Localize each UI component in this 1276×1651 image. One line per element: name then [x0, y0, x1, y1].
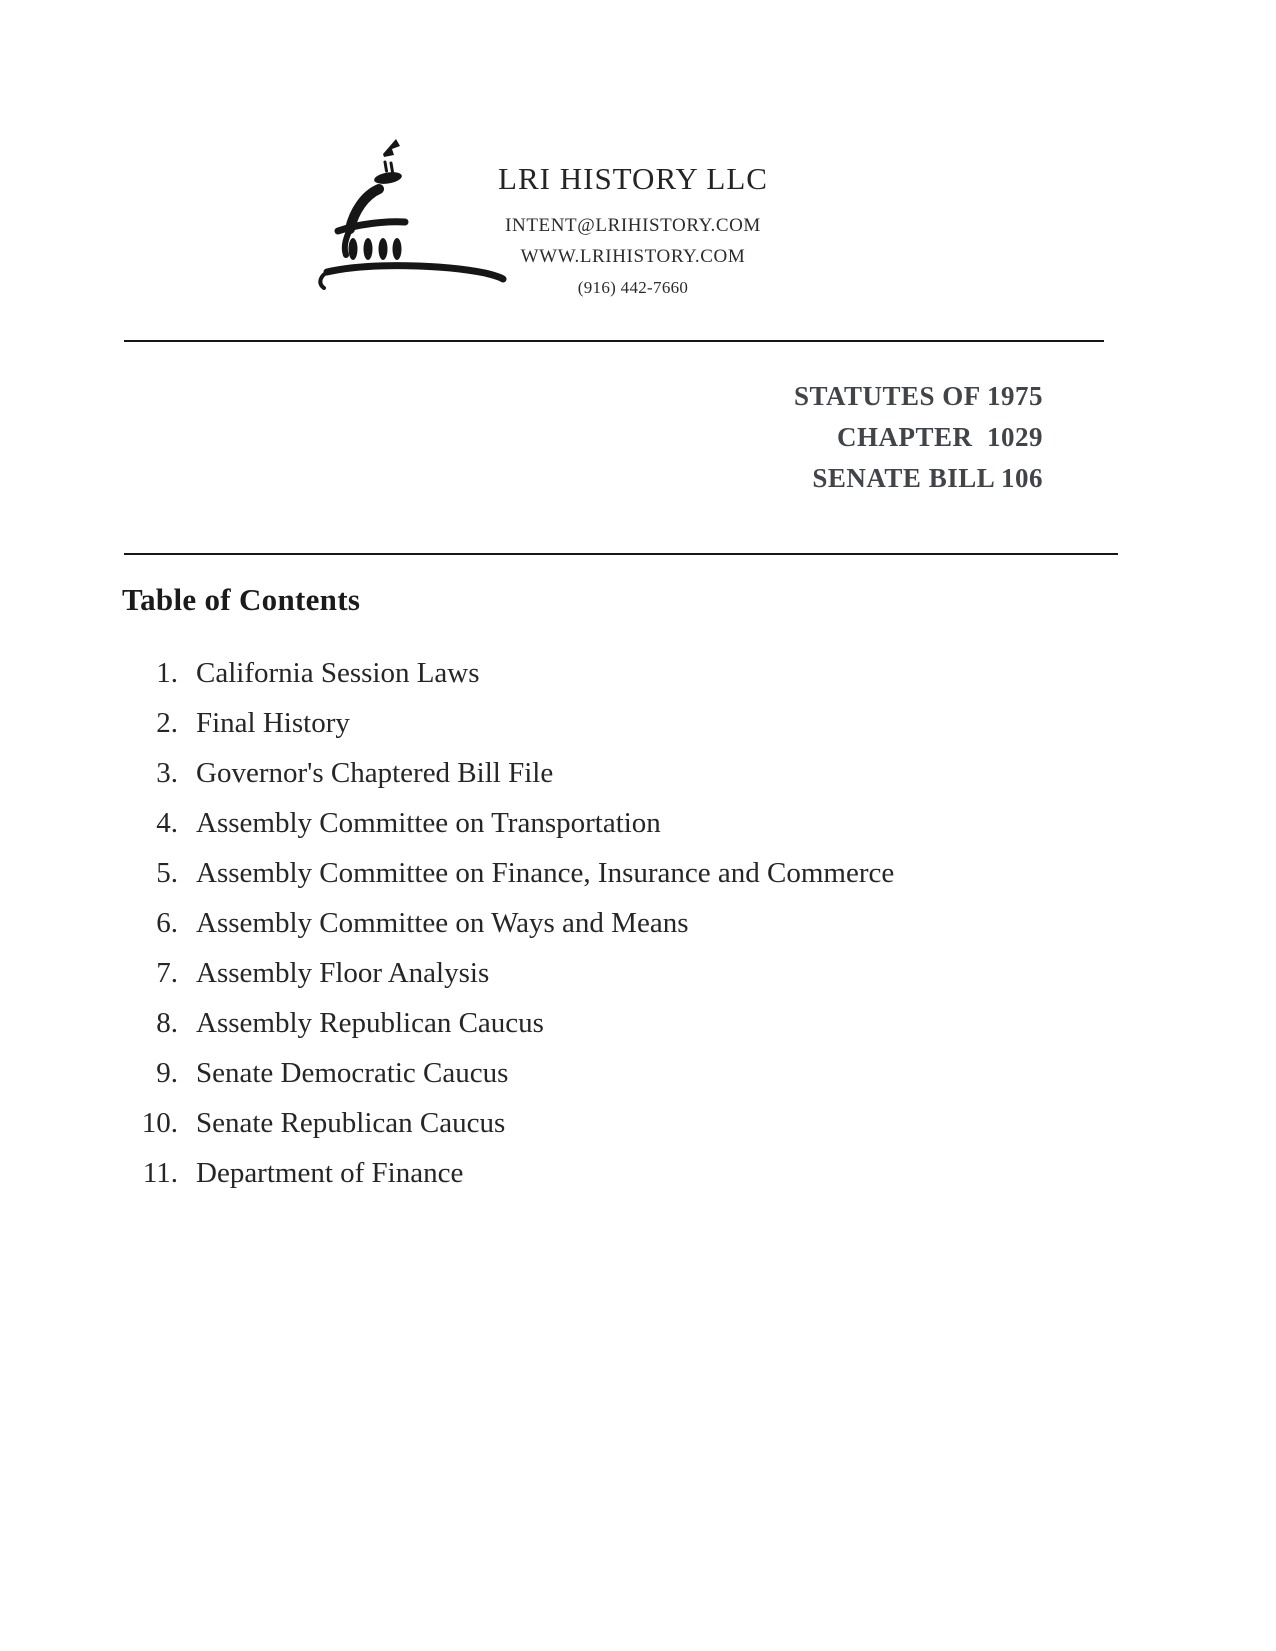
toc-item-label: California Session Laws [196, 657, 480, 689]
toc-item-label: Senate Republican Caucus [196, 1107, 506, 1139]
toc-item-label: Assembly Floor Analysis [196, 957, 490, 989]
toc-item [122, 798, 1022, 848]
toc-item [122, 698, 1022, 748]
toc-item-label: Senate Democratic Caucus [196, 1057, 509, 1089]
letterhead [383, 160, 883, 303]
toc-item [122, 898, 1022, 948]
senate-bill-line: SENATE BILL 106 [812, 463, 1043, 493]
company-name: LRI HISTORY LLC [498, 161, 768, 196]
phone-number: (916) 442-7660 [577, 278, 689, 297]
toc-item [122, 748, 1022, 798]
toc-item [122, 648, 1022, 698]
statute-reference [794, 376, 1043, 499]
toc-item-number: 6. [156, 907, 178, 939]
toc-item [122, 998, 1022, 1048]
toc-item-number: 10. [141, 1107, 178, 1139]
website-address: WWW.LRIHISTORY.COM [520, 246, 746, 267]
statutes-year-line: STATUTES OF 1975 [793, 381, 1043, 411]
toc-item-number: 7. [156, 957, 178, 989]
toc-item-label: Governor's Chaptered Bill File [196, 757, 554, 789]
toc-item-number: 3. [156, 757, 178, 789]
toc-item-label: Department of Finance [196, 1157, 464, 1189]
toc-title: Table of Contents [122, 582, 361, 617]
contact-block [383, 210, 883, 303]
toc-item-number: 5. [156, 857, 178, 889]
toc-item [122, 848, 1022, 898]
toc-item [122, 948, 1022, 998]
toc-item-number: 1. [156, 657, 178, 689]
toc-item [122, 1048, 1022, 1098]
email-address: INTENT@LRIHISTORY.COM [505, 215, 761, 236]
toc-item [122, 1098, 1022, 1148]
toc-item-label: Assembly Committee on Transportation [196, 807, 661, 839]
toc-item-label: Assembly Committee on Finance, Insurance and Commerce [196, 857, 895, 889]
toc-list [122, 648, 1022, 1198]
header-divider [124, 340, 1104, 342]
reference-divider [124, 553, 1118, 555]
toc-item [122, 1148, 1022, 1198]
toc-item-number: 8. [156, 1007, 178, 1039]
chapter-line: CHAPTER 1029 [836, 422, 1043, 452]
toc-item-label: Assembly Committee on Ways and Means [196, 907, 689, 939]
toc-item-label: Assembly Republican Caucus [196, 1007, 544, 1039]
toc-item-number: 11. [142, 1157, 178, 1189]
toc-item-label: Final History [196, 707, 350, 739]
toc-item-number: 4. [156, 807, 178, 839]
toc-item-number: 2. [156, 707, 178, 739]
toc-item-number: 9. [156, 1057, 178, 1089]
